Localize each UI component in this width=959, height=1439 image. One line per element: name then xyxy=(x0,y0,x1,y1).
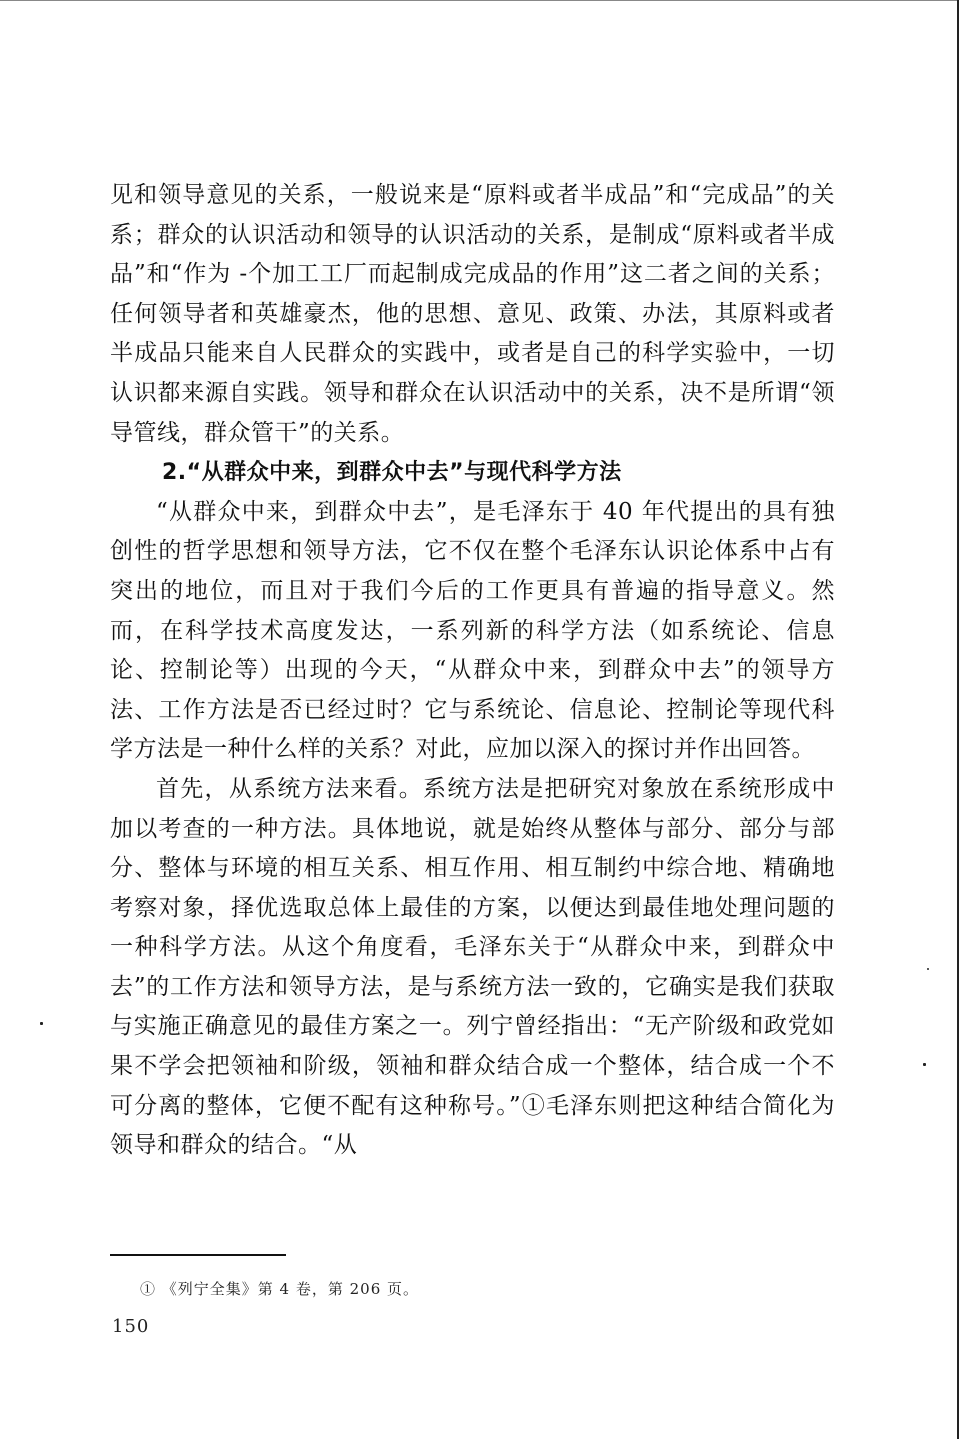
section-heading: 2.“从群众中来，到群众中去”与现代科学方法 xyxy=(162,460,622,486)
footnote: ① 《列宁全集》第 4 卷，第 206 页。 xyxy=(140,1280,420,1298)
page-top-edge xyxy=(0,0,959,1)
main-text xyxy=(110,176,835,1166)
page-number: 150 xyxy=(112,1316,150,1337)
paragraph-2: “从群众中来，到群众中去”，是毛泽东于 40 年代提出的具有独创性的哲学思想和领导方法，它不仅在整个毛泽东认识论体系中占有突出的地位，而且对于我们今后的工作更具有普遍的指导意义。然而，在科学技术高度发达，一系列新的科学方法（如系统论、信息论、控制论等）出现的今天，“从群众中来，到群众中去”的领导方法、工作方法是否已经过时？它与系统论、信息论、控制论等现代科学方法是一种什么样的关系？对此，应加以深入的探讨并作出回答。 xyxy=(110,498,835,763)
paragraph-1: 见和领导意见的关系，一般说来是“原料或者半成品”和“完成品”的关系；群众的认识活动和领导的认识活动的关系，是制成“原料或者半成品”和“作为 -个加工工厂而起制成完成品的作用”这二者之间的关系；任何领导者和英雄豪杰，他的思想、意见、政策、办法，其原料或者半成品只能来自人民群众的实践中，或者是自己的科学实验中，一切认识都来源自实践。领导和群众在认识活动中的关系，决不是所谓“领导管线，群众管干”的关系。 xyxy=(110,182,835,446)
scan-speck xyxy=(40,1022,43,1025)
paragraph-3: 首先，从系统方法来看。系统方法是把研究对象放在系统形成中加以考查的一种方法。具体地说，就是始终从整体与部分、部分与部分、整体与环境的相互关系、相互作用、相互制约中综合地、精确地考察对象，择优选取总体上最佳的方案，以便达到最佳地处理问题的一种科学方法。从这个角度看，毛泽东关于“从群众中来，到群众中去”的工作方法和领导方法，是与系统方法一致的，它确实是我们获取与实施正确意见的最佳方案之一。列宁曾经指出：“无产阶级和政党如果不学会把领袖和阶级，领袖和群众结合成一个整体，结合成一个不可分离的整体，它便不配有这种称号。”①毛泽东则把这种结合简化为领导和群众的结合。“从 xyxy=(110,775,835,1159)
scan-speck xyxy=(923,1063,926,1066)
footnote-separator xyxy=(110,1254,286,1256)
scan-speck xyxy=(927,968,929,970)
